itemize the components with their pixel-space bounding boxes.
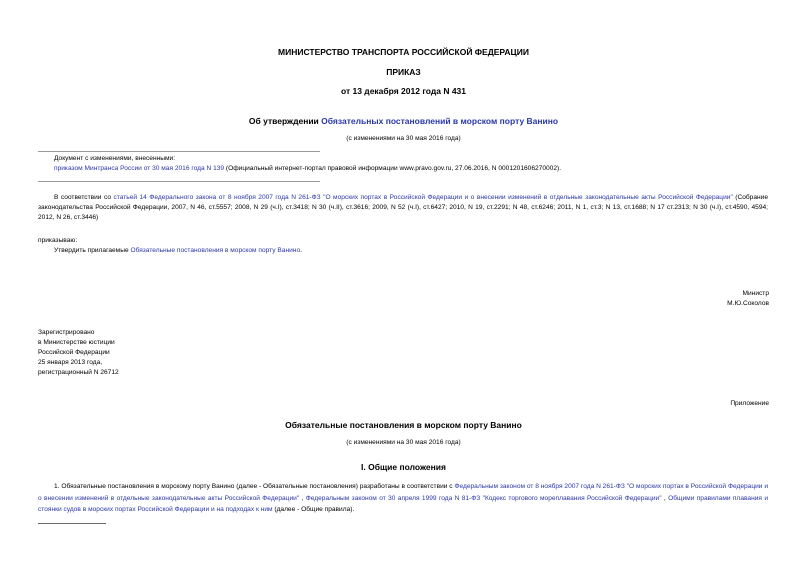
registration-line: регистрационный N 26712 [38, 369, 119, 376]
section-paragraph-1 [38, 481, 768, 516]
amend-note: (с изменениями на 30 мая 2016 года) [346, 135, 461, 142]
signature-position: Министр [742, 290, 769, 297]
para1-text-b: , [299, 494, 306, 502]
para1-link-ports-law[interactable]: Федеральным законом от 8 ноября 2007 года N 261-ФЗ "О морских портах в Российской Федерации и о внесении изменений в отдельные законодательные акты Российской Федерации" [38, 483, 769, 502]
changes-rest: (Официальный интернет-портал правовой информации www.pravo.gov.ru, 27.06.2016, N 0001201606270002). [224, 165, 562, 172]
section-title: I. Общие положения [361, 462, 446, 472]
registration-line: Зарегистрировано [38, 329, 95, 336]
changes-box-bottom-rule [38, 181, 320, 182]
approve-link[interactable]: Обязательные постановления в морском порту Ванино [130, 247, 301, 254]
order-title-prefix: Об утверждении [248, 116, 322, 126]
registration-line: Российской Федерации [38, 349, 110, 356]
footnote-rule [38, 523, 106, 524]
changes-line [54, 164, 774, 174]
appendix-amend-note: (с изменениями на 30 мая 2016 года) [346, 439, 461, 446]
para1-text-a: 1. Обязательные постановления в морскому порту Ванино (далее - Обязательные постановления) разработаны в соответствии с [54, 483, 455, 490]
signature-name: М.Ю.Соколов [727, 300, 769, 307]
order-title [0, 116, 807, 126]
changes-intro: Документ с изменениями, внесенными: [54, 155, 176, 162]
approve-line [54, 246, 302, 256]
para1-text-d: (далее - Общие правила). [272, 506, 355, 513]
orders-label: приказываю: [38, 237, 78, 244]
appendix-title: Обязательные постановления в морском порту Ванино [285, 420, 522, 430]
changes-link[interactable]: приказом Минтранса России от 30 мая 2016 года N 139 [54, 165, 225, 172]
para1-link-merchant-code[interactable]: Федеральным законом от 30 апреля 1999 года N 81-ФЗ "Кодекс торгового мореплавания Российской Федерации" [305, 494, 662, 502]
doc-type-heading: ПРИКАЗ [386, 67, 421, 77]
para1-text-c: , [661, 494, 669, 502]
para1-link-general-rules[interactable]: Общими правилами плавания и стоянки судов в морских портах Российской Федерации и на подходах к ним [38, 494, 769, 513]
preamble-text-2: (Собрание законодательства Российской Федерации, 2007, N 46, ст.5557; 2008, N 29 (ч.I), ст.3418; N 30 (ч.II), ст.3616; 2009, N 52 (ч.I), ст.6427; 2010, N 19, ст.2291; N 48, ст.6246; 2011, N 1, ст.3; N 13, ст.1688; N 17 ст.2313; N 30 (ч.I), ст.4590, 4594; 2012, N 26, ст.3446) [38, 194, 769, 221]
date-number-heading: от 13 декабря 2012 года N 431 [340, 86, 467, 96]
order-title-link[interactable]: Обязательных постановлений в морском порту Ванино [321, 116, 559, 126]
preamble-text-1: В соответствии со [54, 194, 114, 201]
approve-suffix: . [300, 247, 302, 254]
ministry-heading: МИНИСТЕРСТВО ТРАНСПОРТА РОССИЙСКОЙ ФЕДЕРАЦИИ [278, 47, 529, 57]
registration-line: в Министерстве юстиции [38, 339, 115, 346]
changes-box-top-rule [38, 151, 320, 152]
preamble-law-link[interactable]: статьей 14 Федерального закона от 8 ноября 2007 года N 261-ФЗ "О морских портах в Российской Федерации и о внесении изменений в отдельные законодательные акты Российской Федерации" [113, 194, 733, 201]
approve-prefix: Утвердить прилагаемые [54, 247, 131, 254]
appendix-label: Приложение [730, 400, 769, 407]
registration-block [38, 328, 119, 378]
registration-line: 25 января 2013 года, [38, 359, 103, 366]
preamble-paragraph [38, 193, 768, 223]
